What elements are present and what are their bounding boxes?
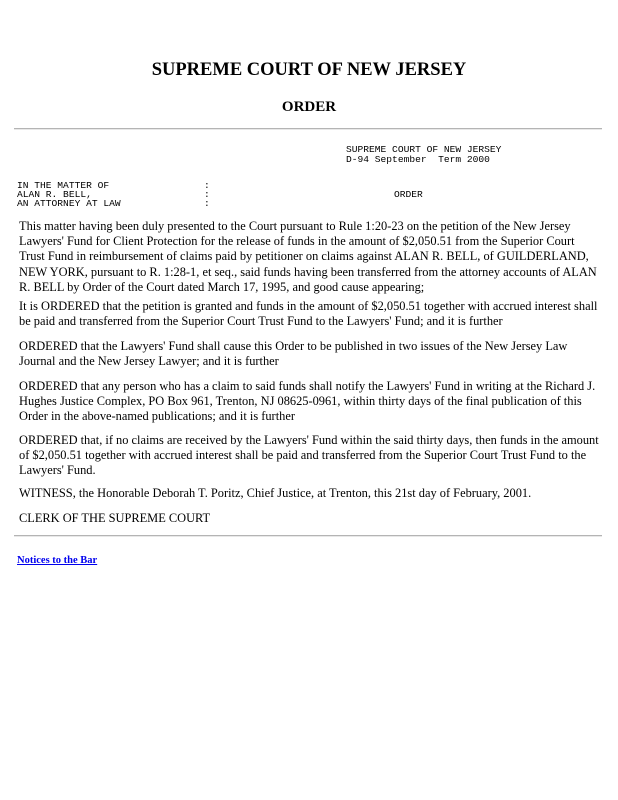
caption-colon: :	[204, 180, 210, 191]
body-paragraph: ORDERED that, if no claims are received by the Lawyers' Fund within the said thirty days, then funds in the amount of $2,050.51 together with accrued interest shall be paid and transferred from the Superior Court Trust Fund to the Lawyers' Fund.	[19, 433, 599, 478]
page-subtitle: ORDER	[281, 99, 337, 115]
caption-order-label: ORDER	[394, 189, 423, 200]
caption-docket: D-94 September Term 2000	[346, 154, 490, 165]
caption-matter-line-2: ALAN R. BELL,	[17, 189, 92, 200]
caption-colon: :	[204, 198, 210, 209]
top-divider	[14, 128, 602, 130]
body-paragraph: It is ORDERED that the petition is granted and funds in the amount of $2,050.51 together with accrued interest shall be paid and transferred from the Superior Court Trust Fund to the Lawyers' Fund; and it is further	[19, 299, 598, 329]
page-title: SUPREME COURT OF NEW JERSEY	[151, 60, 467, 80]
caption-colon: :	[204, 189, 210, 200]
caption-matter-line-1: IN THE MATTER OF	[17, 180, 110, 191]
signature-line: CLERK OF THE SUPREME COURT	[19, 511, 211, 525]
notices-to-the-bar-link[interactable]: Notices to the Bar	[17, 555, 98, 566]
caption-matter-line-3: AN ATTORNEY AT LAW	[17, 198, 121, 209]
caption-court-name: SUPREME COURT OF NEW JERSEY	[346, 144, 502, 155]
body-paragraph: WITNESS, the Honorable Deborah T. Poritz, Chief Justice, at Trenton, this 21st day of February, 2001.	[19, 486, 532, 500]
bottom-divider	[14, 535, 602, 537]
body-paragraph: ORDERED that any person who has a claim to said funds shall notify the Lawyers' Fund in writing at the Richard J. Hughes Justice Complex, PO Box 961, Trenton, NJ 08625-0961, within thirty days of the final publication of this Order in the above-named publications; and it is further	[19, 379, 596, 424]
body-paragraph: ORDERED that the Lawyers' Fund shall cause this Order to be published in two issues of the New Jersey Law Journal and the New Jersey Lawyer; and it is further	[19, 339, 568, 369]
body-paragraph: This matter having been duly presented to the Court pursuant to Rule 1:20-23 on the petition of the New Jersey Lawyers' Fund for Client Protection for the release of funds in the amount of $2,050.51 from the Superior Court Trust Fund in reimbursement of claims paid by petitioner on claims against ALAN R. BELL, of GUILDERLAND, NEW YORK, pursuant to R. 1:28-1, et seq., said funds having been transferred from the attorney accounts of ALAN R. BELL by Order of the Court dated March 17, 1995, and good cause appearing;	[19, 219, 597, 294]
